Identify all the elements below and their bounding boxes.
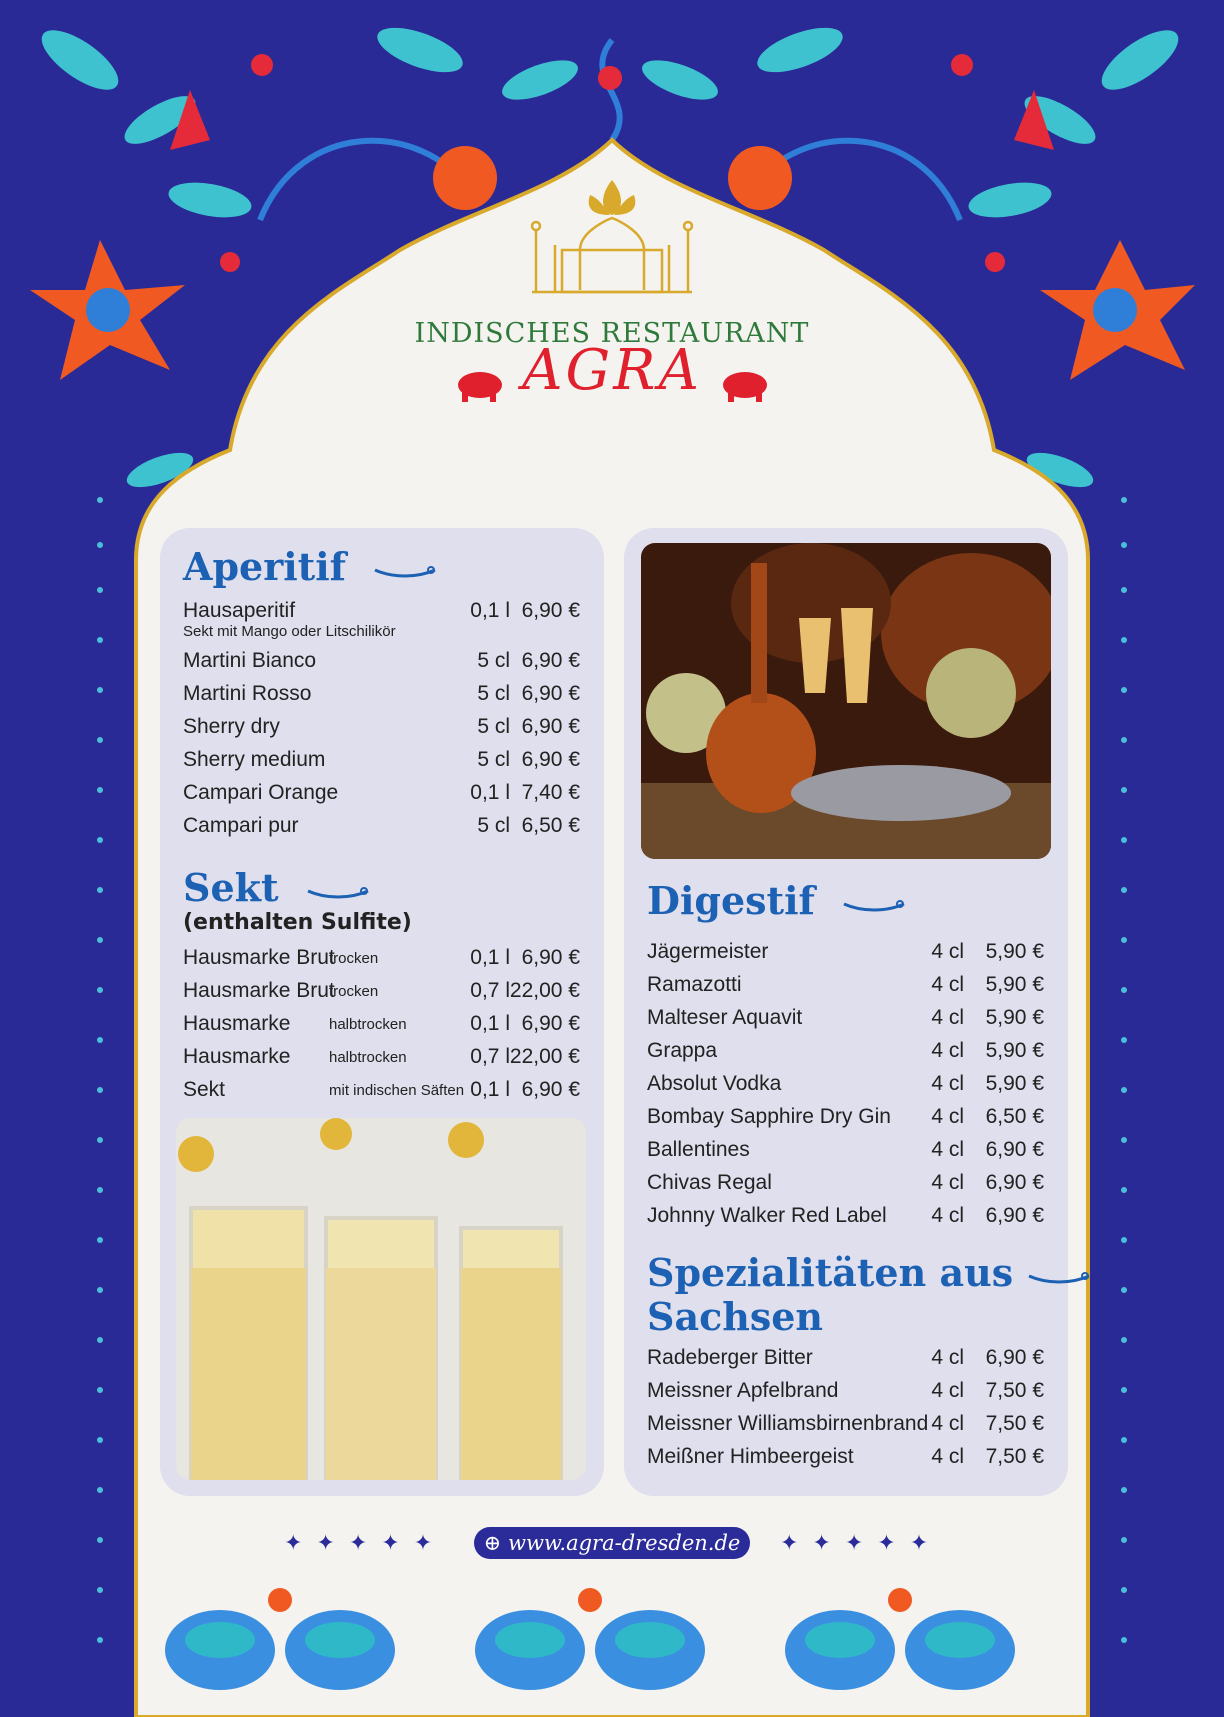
logo-name: AGRA (522, 338, 702, 403)
item-quantity: 0,1 l (470, 1078, 510, 1101)
item-name: Bombay Sapphire Dry Gin (647, 1105, 891, 1128)
item-name: Radeberger Bitter (647, 1346, 813, 1369)
item-quantity: 4 cl (931, 1204, 964, 1227)
item-quantity: 4 cl (931, 1039, 964, 1062)
champagne-photo (176, 1118, 586, 1480)
menu-item (647, 940, 1044, 970)
item-name: Martini Bianco (183, 649, 317, 672)
stars-right: ✦✦✦✦✦ (780, 1530, 943, 1555)
item-quantity: 4 cl (931, 1346, 964, 1369)
item-quantity: 4 cl (931, 1379, 964, 1402)
item-price: 5,90 € (985, 1072, 1044, 1095)
item-name: Meissner Williamsbirnenbrand (647, 1412, 929, 1435)
item-quantity: 4 cl (931, 1412, 964, 1435)
globe-icon: ⊕ (483, 1531, 502, 1555)
item-quantity: 4 cl (931, 1072, 964, 1095)
digestif-heading: Digestif (647, 879, 906, 923)
restaurant-logo (412, 170, 812, 440)
item-name: Chivas Regal (647, 1171, 772, 1194)
menu-item (647, 1138, 1044, 1168)
item-quantity: 0,7 l (470, 1045, 510, 1068)
sachsen-heading: Spezialitäten aus Sachsen (647, 1251, 1091, 1339)
menu-item (183, 814, 580, 844)
website-link[interactable] (474, 1527, 750, 1559)
item-description: mit indischen Säften (329, 1082, 465, 1099)
item-quantity: 0,1 l (470, 946, 510, 969)
logo-subtitle: INDISCHES RESTAURANT (414, 318, 810, 349)
item-price: 6,90 € (521, 682, 580, 705)
menu-item (183, 748, 580, 778)
swirl-icon (1027, 1270, 1091, 1284)
item-description: halbtrocken (329, 1016, 407, 1033)
swirl-icon (373, 564, 437, 578)
menu-item (183, 979, 580, 1009)
item-price: 6,90 € (521, 599, 580, 622)
item-price: 6,50 € (985, 1105, 1044, 1128)
item-quantity: 5 cl (477, 748, 510, 771)
item-price: 6,90 € (985, 1171, 1044, 1194)
digestif-photo (641, 543, 1051, 859)
item-price: 5,90 € (985, 973, 1044, 996)
menu-item (647, 973, 1044, 1003)
item-price: 6,90 € (521, 1078, 580, 1101)
item-quantity: 0,7 l (470, 979, 510, 1002)
item-price: 6,90 € (985, 1204, 1044, 1227)
item-quantity: 0,1 l (470, 781, 510, 804)
menu-item (647, 1379, 1044, 1409)
item-quantity: 0,1 l (470, 599, 510, 622)
item-price: 7,50 € (985, 1379, 1044, 1402)
item-quantity: 4 cl (931, 1171, 964, 1194)
item-name: Meißner Himbeergeist (647, 1445, 854, 1468)
item-quantity: 4 cl (931, 1138, 964, 1161)
item-name: Ramazotti (647, 973, 742, 996)
item-price: 7,50 € (985, 1445, 1044, 1468)
item-price: 6,90 € (985, 1346, 1044, 1369)
menu-item (647, 1039, 1044, 1069)
menu-item (183, 781, 580, 811)
item-price: 7,40 € (521, 781, 580, 804)
item-name: Meissner Apfelbrand (647, 1379, 839, 1402)
menu-item (647, 1105, 1044, 1135)
menu-item (647, 1006, 1044, 1036)
item-quantity: 4 cl (931, 973, 964, 996)
item-price: 5,90 € (985, 940, 1044, 963)
menu-item (647, 1412, 1044, 1442)
item-price: 6,90 € (521, 748, 580, 771)
item-price: 6,90 € (521, 1012, 580, 1035)
menu-item (183, 715, 580, 745)
item-description: trocken (329, 950, 379, 967)
item-name: Sekt (183, 1078, 226, 1101)
item-name: Sherry medium (183, 748, 326, 771)
item-quantity: 5 cl (477, 814, 510, 837)
item-name: Hausaperitif (183, 599, 296, 622)
item-description: trocken (329, 983, 379, 1000)
menu-item (647, 1346, 1044, 1376)
menu-item (183, 1045, 580, 1075)
item-quantity: 4 cl (931, 1006, 964, 1029)
sekt-sulfite-note: (enthalten Sulfite) (183, 910, 412, 935)
item-price: 5,90 € (985, 1006, 1044, 1029)
menu-item (647, 1445, 1044, 1475)
item-price: 6,50 € (521, 814, 580, 837)
item-quantity: 0,1 l (470, 1012, 510, 1035)
menu-item (183, 649, 580, 679)
item-name: Hausmarke Brut (183, 979, 335, 1002)
item-price: 22,00 € (509, 1045, 580, 1068)
aperitif-heading: Aperitif (183, 545, 437, 589)
swirl-icon (842, 898, 906, 912)
item-quantity: 4 cl (931, 1105, 964, 1128)
menu-item (183, 1012, 580, 1042)
item-name: Campari pur (183, 814, 299, 837)
item-quantity: 4 cl (931, 1445, 964, 1468)
menu-item (183, 682, 580, 712)
menu-item (183, 946, 580, 976)
item-name: Hausmarke (183, 1012, 291, 1035)
item-price: 7,50 € (985, 1412, 1044, 1435)
item-note: Sekt mit Mango oder Litschilikör (183, 623, 396, 640)
item-name: Johnny Walker Red Label (647, 1204, 887, 1227)
swirl-icon (306, 885, 370, 899)
item-price: 6,90 € (521, 946, 580, 969)
item-name: Jägermeister (647, 940, 769, 963)
menu-item (647, 1204, 1044, 1234)
item-price: 6,90 € (521, 649, 580, 672)
item-name: Martini Rosso (183, 682, 312, 705)
sekt-heading: Sekt (183, 866, 370, 910)
stars-left: ✦✦✦✦✦ (284, 1530, 447, 1555)
item-name: Malteser Aquavit (647, 1006, 803, 1029)
item-price: 6,90 € (985, 1138, 1044, 1161)
item-quantity: 5 cl (477, 715, 510, 738)
website-url: www.agra-dresden.de (507, 1531, 741, 1555)
menu-item (647, 1171, 1044, 1201)
item-name: Grappa (647, 1039, 718, 1062)
menu-item (647, 1072, 1044, 1102)
menu-item (183, 1078, 580, 1108)
item-name: Hausmarke (183, 1045, 291, 1068)
item-price: 5,90 € (985, 1039, 1044, 1062)
menu-item (183, 599, 580, 640)
item-name: Campari Orange (183, 781, 339, 804)
item-name: Absolut Vodka (647, 1072, 782, 1095)
item-description: halbtrocken (329, 1049, 407, 1066)
item-price: 6,90 € (521, 715, 580, 738)
item-name: Hausmarke Brut (183, 946, 335, 969)
item-name: Sherry dry (183, 715, 280, 738)
item-price: 22,00 € (509, 979, 580, 1002)
item-quantity: 4 cl (931, 940, 964, 963)
item-quantity: 5 cl (477, 649, 510, 672)
item-name: Ballentines (647, 1138, 750, 1161)
item-quantity: 5 cl (477, 682, 510, 705)
